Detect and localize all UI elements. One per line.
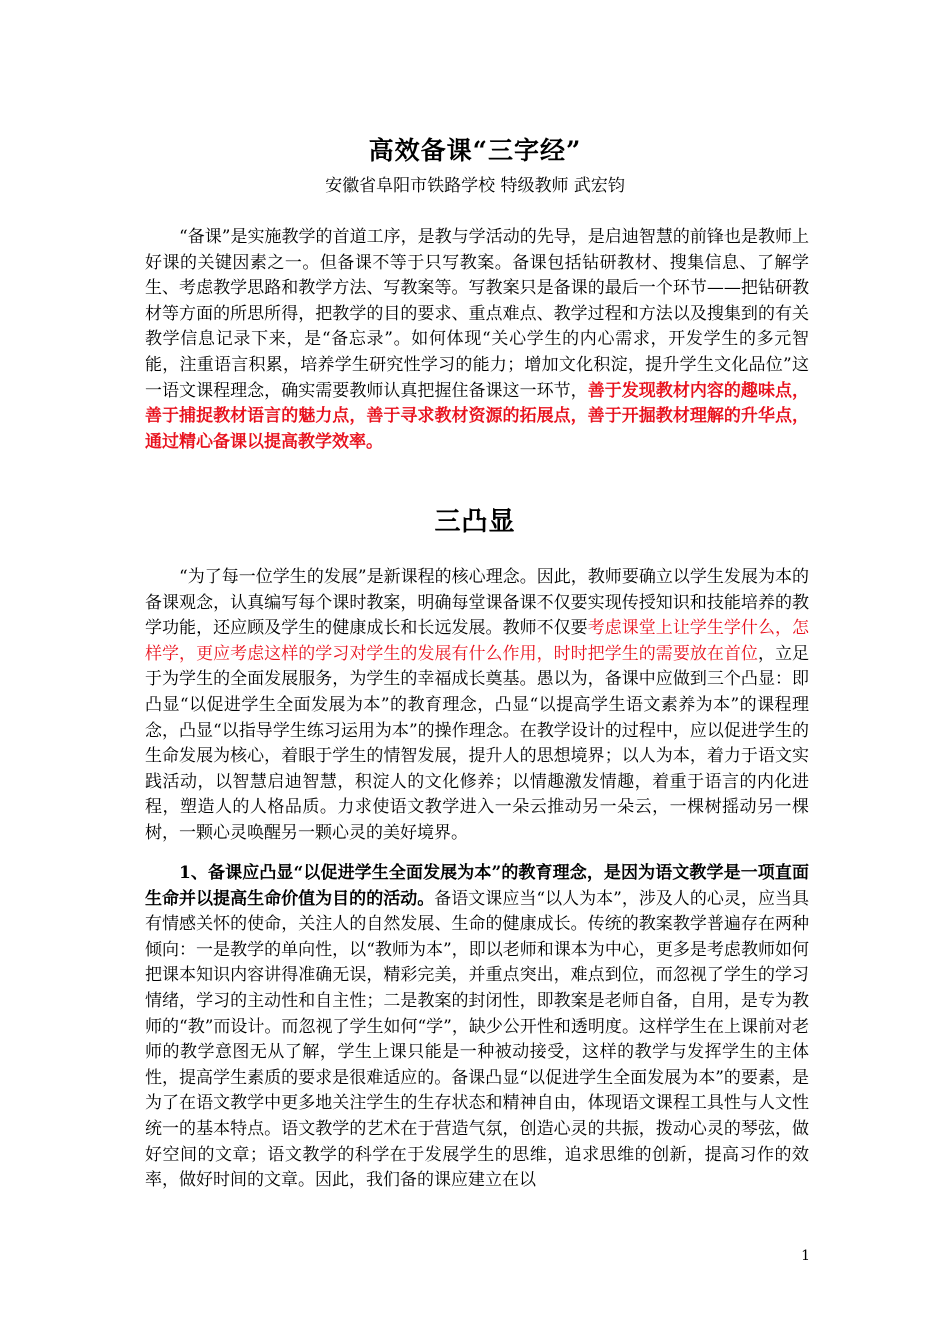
page-number: 1: [801, 1248, 810, 1264]
document-title: 高效备课“三字经”: [368, 136, 582, 165]
author-line: 安徽省阜阳市铁路学校 特级教师 武宏钧: [325, 176, 625, 196]
intro-highlight: 善于发现教材内容的趣味点，善于捕捉教材语言的魅力点，善于寻求教材资源的拓展点，善于开掘教材理解的升华点，通过精心备课以提高教学效率。: [145, 380, 810, 452]
section-text-part2: ，立足于为学生的全面发展服务，为学生的幸福成长奠基。愚以为，备课中应做到三个凸显：即凸显“以促进学生全面发展为本”的教育理念，凸显“以提高学生语文素养为本”的课程理念，凸显“以指导学生练习运用为本”的操作理念。在教学设计的过程中，应以促进学生的生命发展为核心，着眼于学生的情智发展，提升人的思想境界；以人为本，着力于语文实践活动，以智慧启迪智慧，积淀人的文化修养；以情趣激发情趣，着重于语言的内化进程，塑造人的人格品质。力求使语文教学进入一朵云推动另一朵云，一棵树摇动另一棵树，一颗心灵唤醒另一颗心灵的美好境界。: [145, 643, 810, 843]
point-one-lead: 1、备课应凸显“以促进学生全面发展为本”的教育理念，是因为语文教学是一项直面生命并以提高生命价值为目的的活动。: [145, 863, 809, 909]
intro-paragraph: [145, 225, 809, 455]
section-text-part1: “为了每一位学生的发展”是新课程的核心理念。因此，教师要确立以学生发展为本的备课观念，认真编写每个课时教案，明确每堂课备课不仅要实现传授知识和技能培养的教学功能，还应顾及学生的健康成长和长远发展。教师不仅要: [145, 567, 809, 639]
intro-text: “备课”是实施教学的首道工序，是教与学活动的先导，是启迪智慧的前锋也是教师上好课的关键因素之一。但备课不等于只写教案。备课包括钻研教材、搜集信息、了解学生、考虑教学思路和教学方法、写教案等。写教案只是备课的最后一个环节——把钻研教材等方面的所思所得，把教学的目的要求、重点难点、教学过程和方法以及搜集到的有关教学信息记录下来，是“备忘录”。如何体现“关心学生的内心需求，开发学生的多元智能，注重语言积累，培养学生研究性学习的能力；增加文化积淀，提升学生文化品位”这一语文课程理念，确实需要教师认真把握住备课这一环节，: [145, 227, 809, 401]
section-heading: 三凸显: [434, 507, 516, 537]
point-one-paragraph: [145, 861, 809, 1194]
section-paragraph: [145, 565, 809, 847]
section-highlight: 考虑课堂上让学生学什么，怎样学，更应考虑这样的学习对学生的发展有什么作用，时时把学生的需要放在首位: [145, 618, 810, 664]
point-one-text: 备语文课应当“以人为本”，涉及人的心灵，应当具有情感关怀的使命，关注人的自然发展、生命的健康成长。传统的教案教学普遍存在两种倾向：一是教学的单向性，以“教师为本”，即以老师和课本为中心，更多是考虑教师如何把课本知识内容讲得准确无误，精彩完美，并重点突出，难点到位，而忽视了学生的学习情绪，学习的主动性和自主性；二是教案的封闭性，即教案是老师自备，自用，是专为教师的“教”而设计。而忽视了学生如何“学”，缺少公开性和透明度。这样学生在上课前对老师的教学意图无从了解，学生上课只能是一种被动接受，这样的教学与发挥学生的主体性，提高学生素质的要求是很难适应的。备课凸显“以促进学生全面发展为本”的要素，是为了在语文教学中更多地关注学生的生存状态和精神自由，体现语文课程工具性与人文性统一的基本特点。语文教学的艺术在于营造气氛，创造心灵的共振，拨动心灵的琴弦，做好空间的文章；语文教学的科学在于发展学生的思维，追求思维的创新，提高习作的效率，做好时间的文章。因此，我们备的课应建立在以: [145, 888, 809, 1191]
